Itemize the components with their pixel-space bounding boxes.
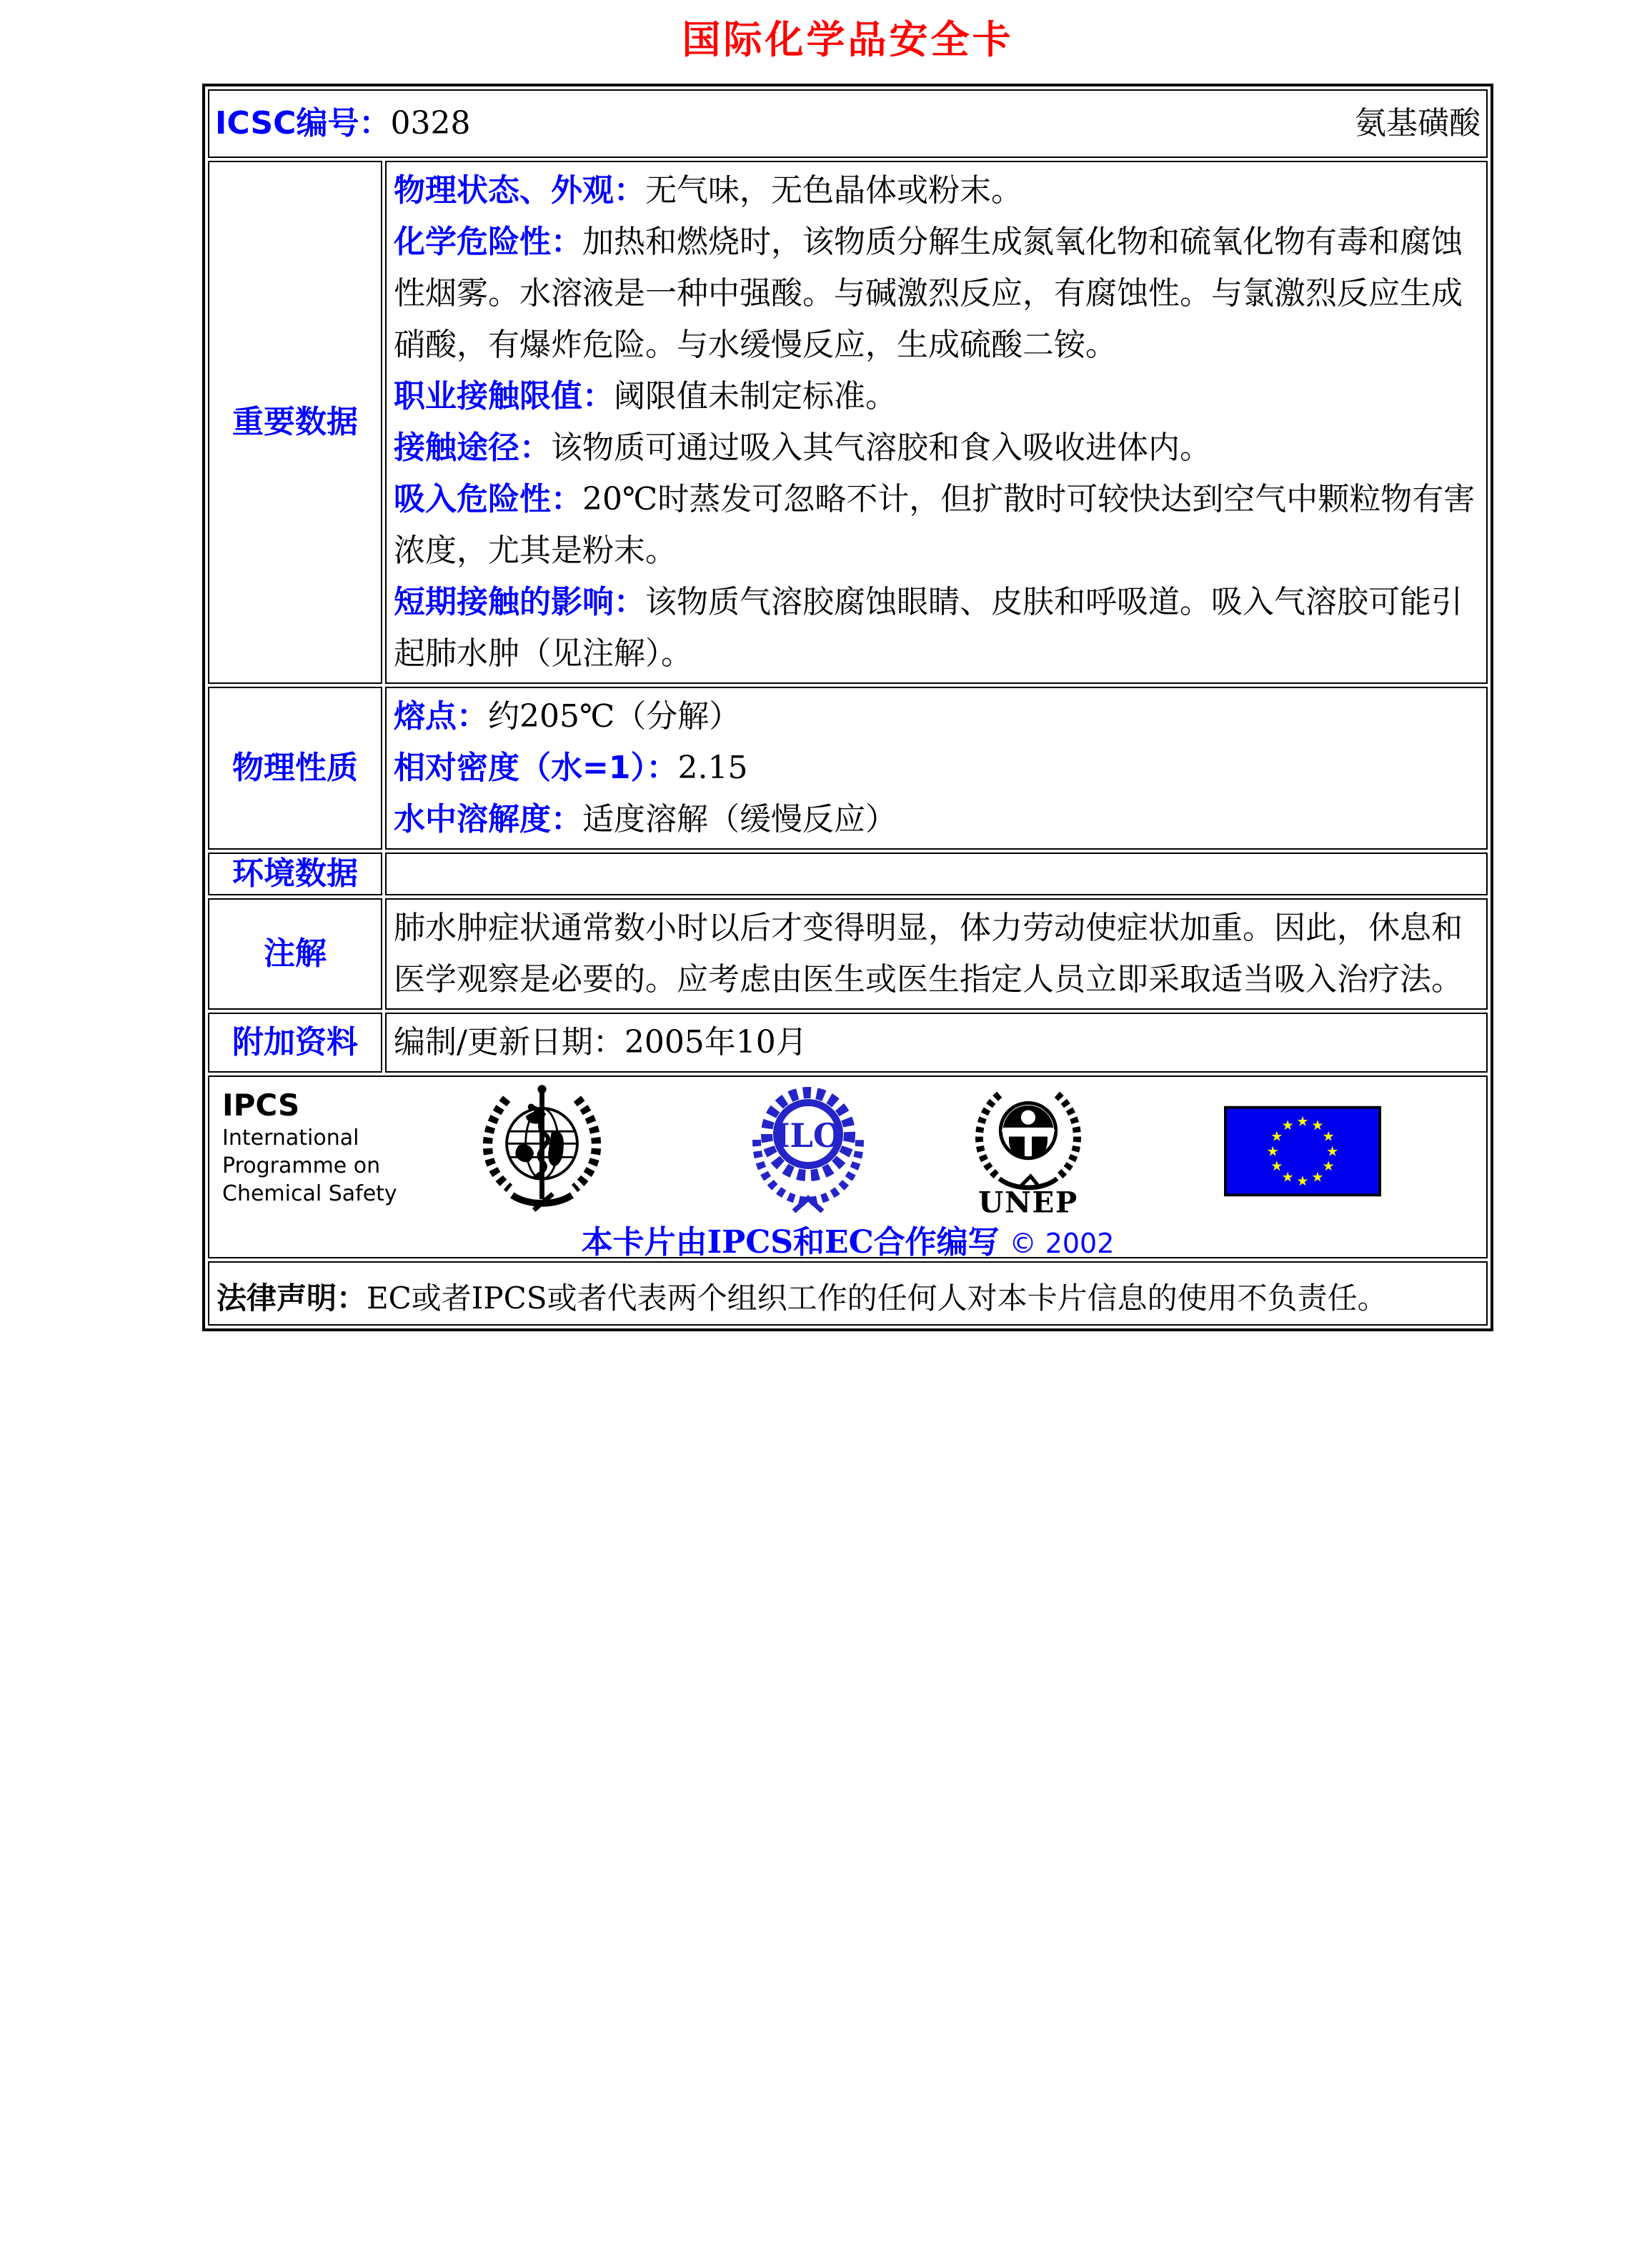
eu-star: ★ — [1322, 1128, 1335, 1145]
entry-label: 职业接触限值： — [394, 378, 614, 414]
ilo-logo-text: ILO — [775, 1116, 842, 1155]
entry — [394, 691, 1479, 742]
eu-star: ★ — [1266, 1143, 1279, 1160]
entry-label: 化学危险性： — [394, 224, 582, 260]
footer-caption — [209, 1217, 1486, 1269]
legal-row — [208, 1261, 1488, 1326]
entry-text: 2005年10月 — [624, 1024, 807, 1060]
entry-label: 相对密度（水=1）： — [394, 750, 678, 786]
icsc-number-field — [215, 98, 470, 149]
eu-star: ★ — [1311, 1118, 1324, 1134]
header-row — [208, 89, 1488, 158]
entry-text: 约205℃（分解） — [488, 698, 741, 735]
ipcs-subtitle-line2: Programme on — [222, 1153, 381, 1178]
section-title-environment: 环境数据 — [208, 853, 382, 895]
legal-cell — [208, 1261, 1488, 1326]
entry-label: 吸入危险性： — [394, 481, 582, 517]
eu-star: ★ — [1322, 1158, 1335, 1175]
physical-properties-content — [385, 687, 1488, 850]
entry-text: 无气味，无色晶体或粉末。 — [645, 172, 1022, 209]
environmental-data-row — [208, 853, 1488, 895]
entry-label: 物理状态、外观： — [394, 172, 645, 209]
entry-label: 短期接触的影响： — [394, 584, 645, 620]
section-title-notes: 注解 — [208, 898, 382, 1010]
legal-text: EC或者IPCS或者代表两个组织工作的任何人对本卡片信息的使用不负责任。 — [367, 1281, 1388, 1316]
entry-label: 水中溶解度： — [394, 801, 582, 838]
header-cell — [208, 89, 1488, 158]
caption-text: 本卡片由IPCS和EC合作编写 — [581, 1224, 1000, 1261]
physical-properties-row — [208, 687, 1488, 850]
logos-cell — [208, 1075, 1488, 1261]
unep-logo-icon — [968, 1080, 1088, 1220]
eu-star: ★ — [1281, 1169, 1294, 1186]
entry — [394, 165, 1479, 217]
ipcs-subtitle-line3: Chemical Safety — [222, 1181, 397, 1206]
entry — [394, 794, 1479, 845]
ipcs-text-block — [222, 1087, 397, 1208]
icsc-card-table — [202, 84, 1493, 1331]
additional-info-content — [385, 1013, 1488, 1073]
entry — [394, 1017, 1479, 1068]
page-title: 国际化学品安全卡 — [682, 16, 1014, 62]
entry — [394, 371, 1479, 422]
entry-label: 编制/更新日期： — [394, 1024, 625, 1060]
entry — [394, 474, 1479, 577]
notes-content — [385, 898, 1488, 1010]
important-data-row — [208, 161, 1488, 684]
chemical-name: 氨基磺酸 — [1355, 105, 1481, 141]
legal-label: 法律声明： — [217, 1281, 367, 1316]
entry — [394, 422, 1479, 474]
additional-info-row — [208, 1013, 1488, 1073]
ipcs-name: IPCS — [222, 1088, 300, 1123]
entry — [394, 217, 1479, 371]
unep-logo-text: UNEP — [978, 1185, 1078, 1220]
icsc-number-label: ICSC编号： — [215, 105, 391, 141]
copyright-text: © 2002 — [1009, 1228, 1115, 1259]
entry-text: 该物质可通过吸入其气溶胶和食入吸收进体内。 — [551, 429, 1211, 466]
eu-star: ★ — [1296, 1173, 1309, 1190]
environmental-data-content — [385, 853, 1488, 895]
notes-row — [208, 898, 1488, 1010]
entry-text: 2.15 — [677, 750, 748, 786]
entry-label: 熔点： — [394, 698, 488, 735]
eu-star: ★ — [1281, 1118, 1294, 1134]
entry-text: 阈限值未制定标准。 — [614, 378, 897, 414]
icsc-number-value: 0328 — [390, 105, 471, 141]
important-data-content — [385, 161, 1488, 684]
section-title-physical: 物理性质 — [208, 687, 382, 850]
entry-text: 该物质气溶胶腐蚀眼睛、皮肤和呼吸道。吸入气溶胶可能引起肺水肿（见注解）。 — [394, 584, 1463, 672]
section-title-important: 重要数据 — [208, 161, 382, 684]
entry-text: 适度溶解（缓慢反应） — [582, 801, 897, 838]
notes-text: 肺水肿症状通常数小时以后才变得明显，体力劳动使症状加重。因此，休息和医学观察是必要的。应考虑由医生或医生指定人员立即采取适当吸入治疗法。 — [394, 910, 1463, 998]
entry — [394, 577, 1479, 680]
eu-star: ★ — [1270, 1158, 1283, 1175]
section-title-additional: 附加资料 — [208, 1013, 382, 1073]
eu-star: ★ — [1311, 1169, 1324, 1186]
logos-row — [208, 1075, 1488, 1258]
entry-text: 加热和燃烧时，该物质分解生成氮氧化物和硫氧化物有毒和腐蚀性烟雾。水溶液是一种中强酸。与碱激烈反应，有腐蚀性。与氯激烈反应生成硝酸，有爆炸危险。与水缓慢反应，生成硫酸二铵。 — [394, 224, 1463, 363]
entry-text: 20℃时蒸发可忽略不计，但扩散时可较快达到空气中颗粒物有害浓度，尤其是粉末。 — [394, 481, 1476, 569]
who-logo-icon — [472, 1080, 612, 1216]
eu-star: ★ — [1270, 1128, 1283, 1145]
entry — [394, 742, 1479, 794]
ipcs-subtitle-line1: International — [222, 1125, 359, 1151]
eu-flag-icon — [1224, 1105, 1381, 1197]
entry-label: 接触途径： — [394, 429, 551, 466]
eu-star: ★ — [1326, 1143, 1339, 1160]
eu-star: ★ — [1296, 1113, 1309, 1130]
ilo-logo-icon — [731, 1080, 874, 1216]
